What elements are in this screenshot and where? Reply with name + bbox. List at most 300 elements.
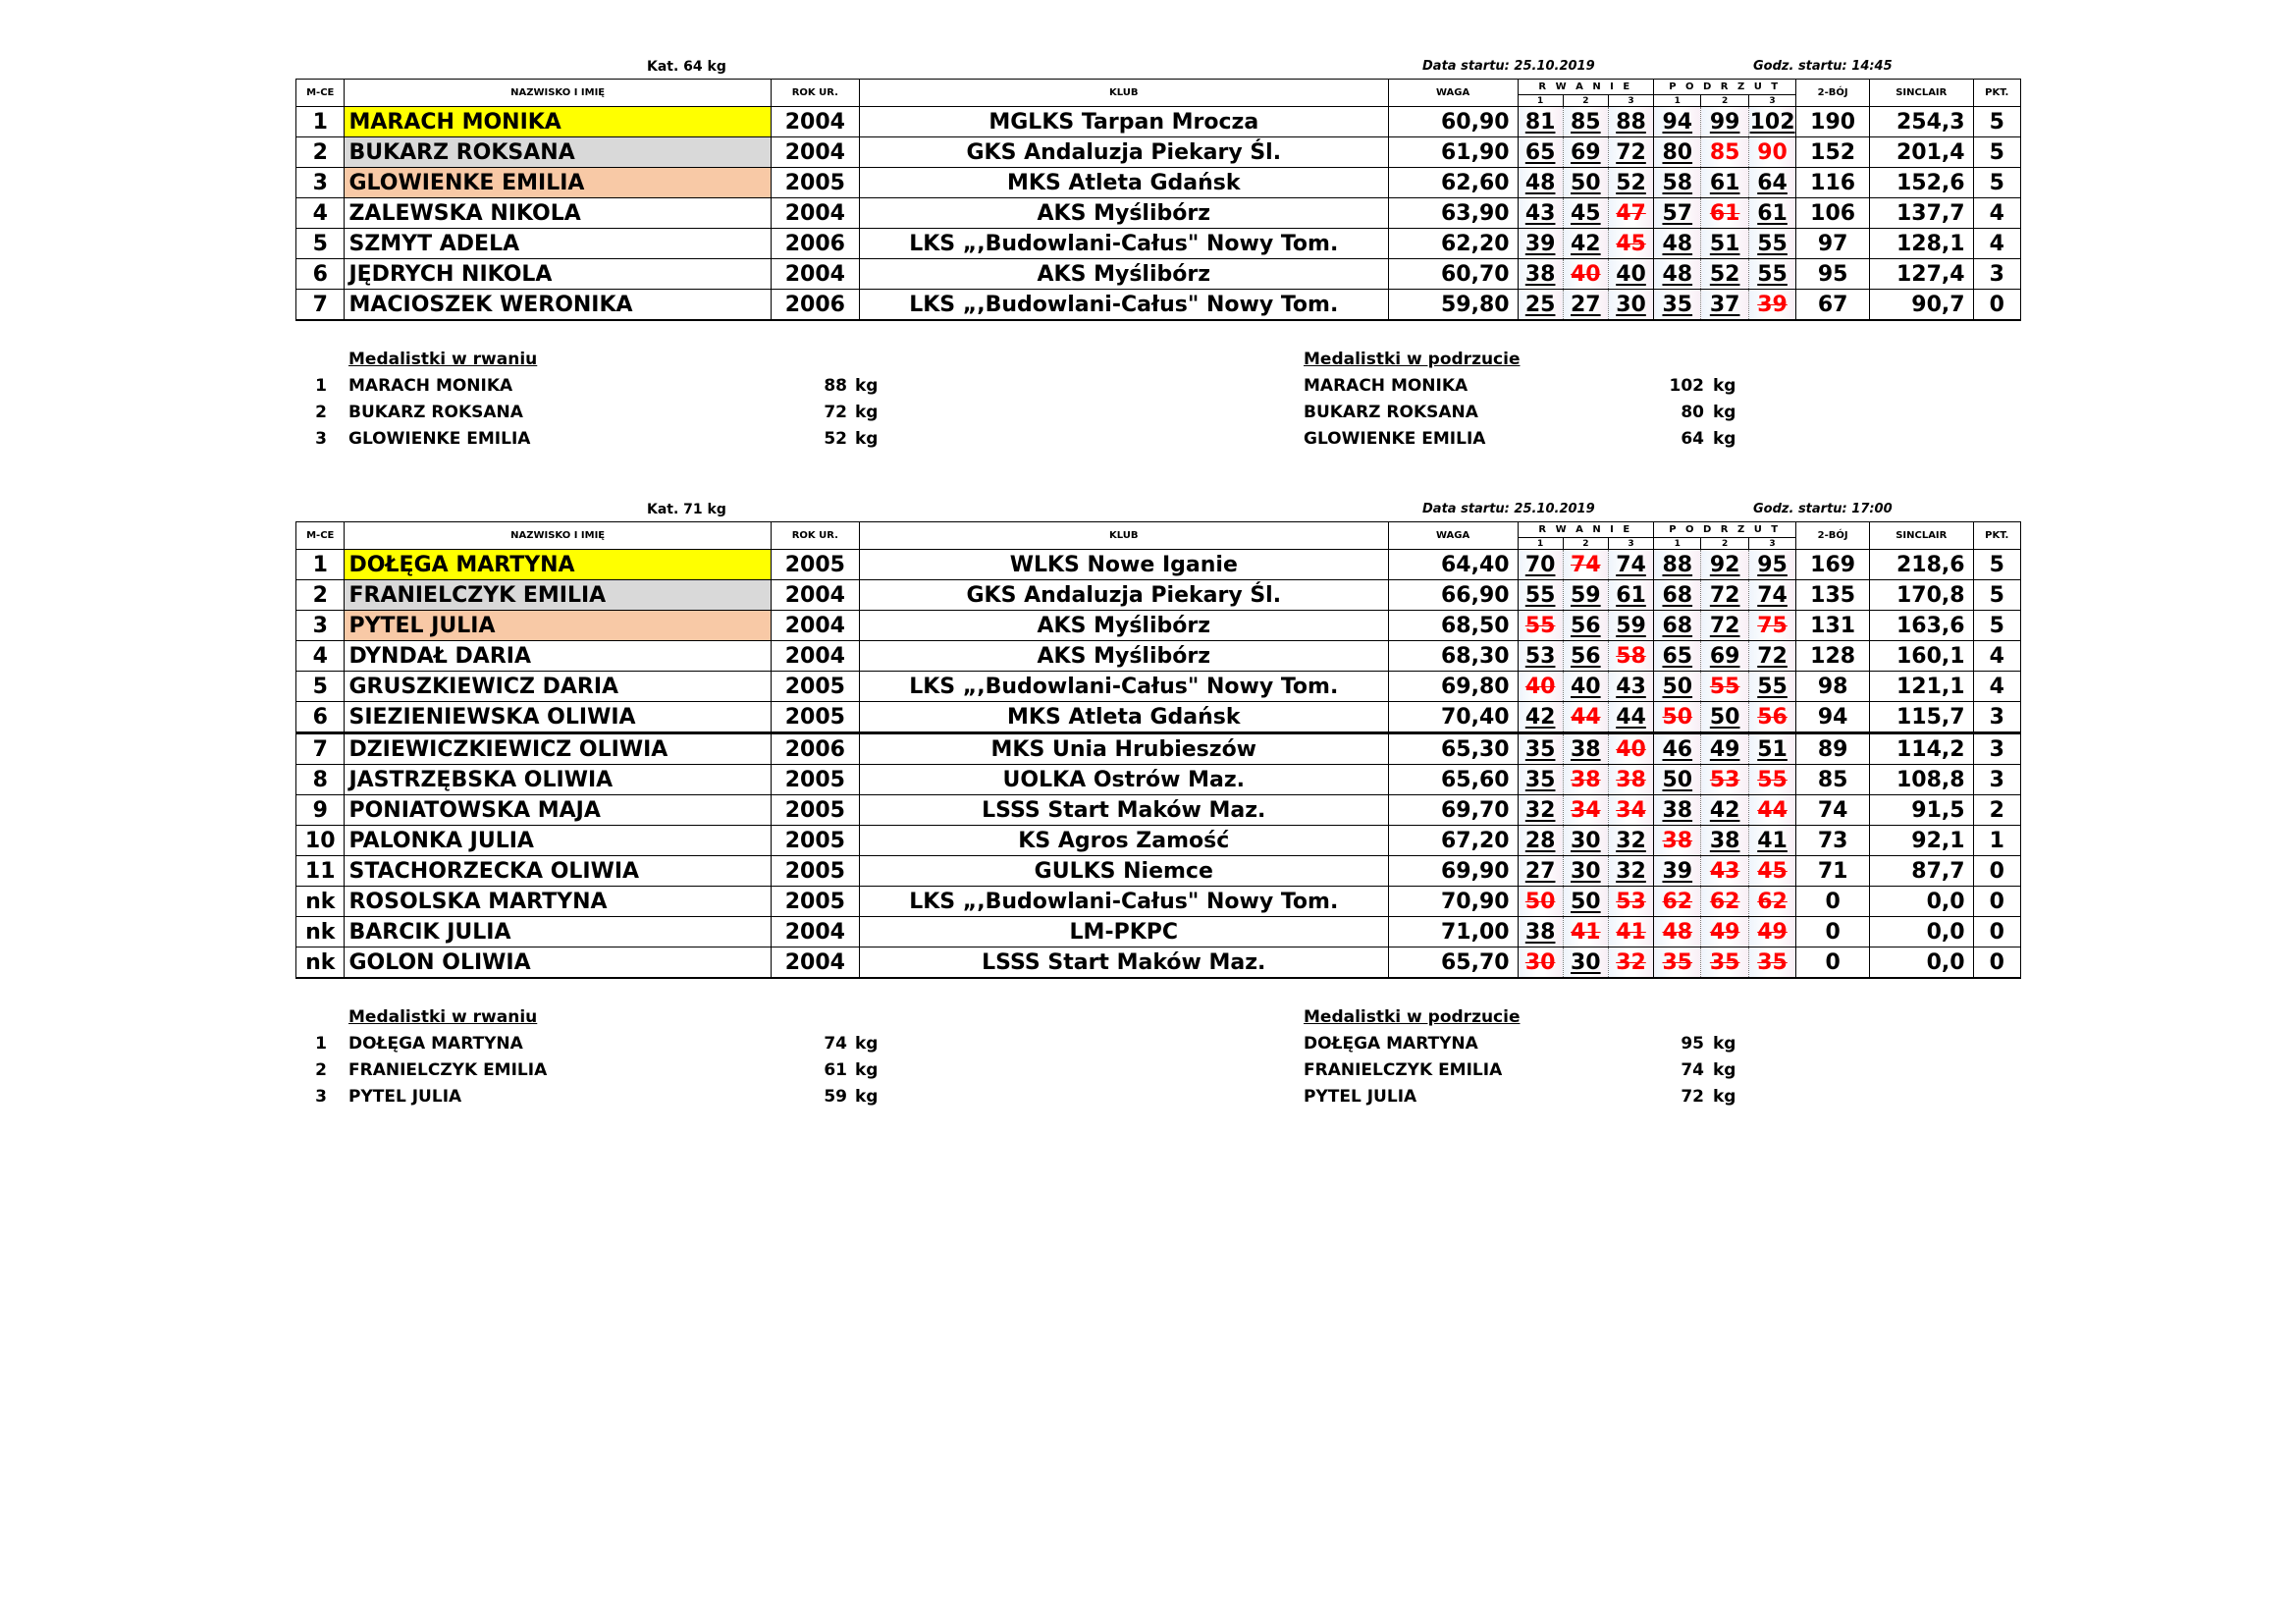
attempt-value: 35 xyxy=(1757,949,1788,975)
table-row xyxy=(296,550,2021,580)
clean-jerk-attempt-cell xyxy=(1748,947,1795,979)
clean-jerk-attempt-cell xyxy=(1654,795,1701,826)
snatch-attempt-cell xyxy=(1518,107,1563,137)
table-row xyxy=(296,259,2021,290)
clean-jerk-medalists-title: Medalistki w podrzucie xyxy=(1304,1007,1521,1027)
medalist-weight: 72 xyxy=(824,403,847,422)
attempt-value: 85 xyxy=(1571,109,1601,135)
bodyweight-cell: 69,80 xyxy=(1388,672,1518,702)
attempt-value: 49 xyxy=(1709,919,1740,945)
sinclair-cell: 0,0 xyxy=(1870,887,1974,917)
weight-unit: kg xyxy=(1713,429,1736,449)
attempt-value: 37 xyxy=(1709,292,1740,317)
attempt-value: 52 xyxy=(1616,170,1646,195)
medalists-section xyxy=(295,347,2021,449)
attempt-value: 38 xyxy=(1571,736,1601,762)
birth-year-cell: 2006 xyxy=(771,229,859,259)
total-cell: 73 xyxy=(1796,826,1870,856)
place-header: M-CE xyxy=(296,80,345,107)
birth-year-cell: 2005 xyxy=(771,887,859,917)
attempt-value: 32 xyxy=(1616,828,1646,853)
table-row xyxy=(296,137,2021,168)
attempt-value: 27 xyxy=(1571,292,1601,317)
attempt-value: 38 xyxy=(1571,767,1601,792)
clean-jerk-attempt-cell xyxy=(1748,550,1795,580)
weight-header: WAGA xyxy=(1388,522,1518,550)
club-cell: LKS „,Budowlani-Całus" Nowy Tom. xyxy=(859,290,1388,321)
bodyweight-cell: 70,90 xyxy=(1388,887,1518,917)
points-cell: 5 xyxy=(1973,580,2020,611)
snatch-attempt-cell xyxy=(1518,259,1563,290)
attempt-value: 30 xyxy=(1571,949,1601,975)
place-cell: 1 xyxy=(296,550,345,580)
attempt-value: 99 xyxy=(1709,109,1740,135)
attempt-number-header: 3 xyxy=(1608,538,1653,550)
table-row xyxy=(296,917,2021,947)
bodyweight-cell: 67,20 xyxy=(1388,826,1518,856)
attempt-value: 30 xyxy=(1571,828,1601,853)
sinclair-cell: 90,7 xyxy=(1870,290,1974,321)
attempt-value: 42 xyxy=(1571,231,1601,256)
sinclair-cell: 152,6 xyxy=(1870,168,1974,198)
attempt-value: 49 xyxy=(1709,736,1740,762)
place-cell: nk xyxy=(296,947,345,979)
attempt-value: 30 xyxy=(1616,292,1646,317)
clean-jerk-attempt-cell xyxy=(1701,641,1748,672)
bodyweight-cell: 62,60 xyxy=(1388,168,1518,198)
weight-unit: kg xyxy=(1713,403,1736,422)
attempt-value: 45 xyxy=(1757,858,1788,884)
attempt-value: 102 xyxy=(1749,109,1795,135)
snatch-attempt-cell xyxy=(1563,229,1608,259)
attempt-value: 50 xyxy=(1662,767,1693,792)
attempt-value: 55 xyxy=(1709,674,1740,699)
medalist-weight: 61 xyxy=(824,1060,847,1080)
attempt-number-header: 1 xyxy=(1654,538,1701,550)
medalist-name: BUKARZ ROKSANA xyxy=(348,403,523,422)
snatch-attempt-cell xyxy=(1608,795,1653,826)
snatch-attempt-cell xyxy=(1518,290,1563,321)
sinclair-cell: 0,0 xyxy=(1870,947,1974,979)
medalist-weight: 52 xyxy=(824,429,847,449)
place-cell: 1 xyxy=(296,107,345,137)
athlete-name-cell: GRUSZKIEWICZ DARIA xyxy=(345,672,771,702)
medal-position: 2 xyxy=(315,403,327,422)
attempt-value: 35 xyxy=(1524,767,1556,792)
attempt-value: 55 xyxy=(1524,582,1556,608)
bodyweight-cell: 65,30 xyxy=(1388,733,1518,765)
attempt-value: 53 xyxy=(1524,643,1556,669)
clean-jerk-attempt-cell xyxy=(1748,702,1795,733)
attempt-value: 53 xyxy=(1616,889,1646,914)
medalist-weight: 64 xyxy=(1681,429,1704,449)
snatch-attempt-cell xyxy=(1563,137,1608,168)
attempt-value: 92 xyxy=(1709,552,1740,577)
clean-jerk-attempt-cell xyxy=(1654,198,1701,229)
birth-year-cell: 2005 xyxy=(771,702,859,733)
athlete-name-cell: MARACH MONIKA xyxy=(345,107,771,137)
clean-jerk-attempt-cell xyxy=(1654,887,1701,917)
attempt-value: 41 xyxy=(1571,919,1601,945)
table-row xyxy=(296,107,2021,137)
total-cell: 89 xyxy=(1796,733,1870,765)
attempt-value: 48 xyxy=(1662,231,1693,256)
athlete-name-cell: DOŁĘGA MARTYNA xyxy=(345,550,771,580)
medalist-row xyxy=(295,1031,943,1057)
snatch-attempt-cell xyxy=(1608,198,1653,229)
place-cell: 6 xyxy=(296,702,345,733)
snatch-attempt-cell xyxy=(1563,702,1608,733)
weight-unit: kg xyxy=(1713,1087,1736,1107)
weight-unit: kg xyxy=(855,1087,879,1107)
total-cell: 74 xyxy=(1796,795,1870,826)
medal-position: 3 xyxy=(315,1087,327,1107)
total-cell: 98 xyxy=(1796,672,1870,702)
place-cell: 4 xyxy=(296,198,345,229)
attempt-value: 39 xyxy=(1524,231,1556,256)
total-cell: 106 xyxy=(1796,198,1870,229)
attempt-value: 40 xyxy=(1571,261,1601,287)
athlete-name-cell: GOLON OLIWIA xyxy=(345,947,771,979)
athlete-name-cell: DYNDAŁ DARIA xyxy=(345,641,771,672)
birth-year-cell: 2004 xyxy=(771,947,859,979)
sinclair-cell: 92,1 xyxy=(1870,826,1974,856)
club-cell: AKS Myślibórz xyxy=(859,611,1388,641)
snatch-attempt-cell xyxy=(1563,641,1608,672)
sinclair-header: SINCLAIR xyxy=(1870,522,1974,550)
snatch-attempt-cell xyxy=(1563,611,1608,641)
snatch-attempt-cell xyxy=(1563,765,1608,795)
attempt-number-header: 2 xyxy=(1563,538,1608,550)
attempt-value: 38 xyxy=(1662,828,1693,853)
points-cell: 3 xyxy=(1973,702,2020,733)
place-cell: 2 xyxy=(296,137,345,168)
medalist-weight: 95 xyxy=(1681,1034,1704,1054)
clean-jerk-attempt-cell xyxy=(1748,107,1795,137)
attempt-value: 57 xyxy=(1662,200,1693,226)
bodyweight-cell: 62,20 xyxy=(1388,229,1518,259)
medalist-row xyxy=(1304,1031,1794,1057)
medalist-name: DOŁĘGA MARTYNA xyxy=(1304,1034,1478,1054)
attempt-value: 44 xyxy=(1616,704,1646,730)
place-cell: 4 xyxy=(296,641,345,672)
medalist-row xyxy=(295,426,943,453)
attempt-value: 50 xyxy=(1524,889,1556,914)
total-header: 2-BÓJ xyxy=(1796,522,1870,550)
clean-jerk-attempt-cell xyxy=(1701,580,1748,611)
snatch-attempt-cell xyxy=(1563,856,1608,887)
medalist-weight: 102 xyxy=(1669,376,1704,396)
attempt-value: 35 xyxy=(1524,736,1556,762)
bodyweight-cell: 64,40 xyxy=(1388,550,1518,580)
medalist-name: BUKARZ ROKSANA xyxy=(1304,403,1478,422)
points-cell: 5 xyxy=(1973,107,2020,137)
attempt-number-header: 2 xyxy=(1701,538,1748,550)
birth-year-cell: 2006 xyxy=(771,733,859,765)
attempt-value: 44 xyxy=(1571,704,1601,730)
attempt-value: 69 xyxy=(1571,139,1601,165)
attempt-value: 50 xyxy=(1571,889,1601,914)
attempt-value: 72 xyxy=(1757,643,1788,669)
birth-year-cell: 2005 xyxy=(771,795,859,826)
points-cell: 0 xyxy=(1973,947,2020,979)
attempt-value: 69 xyxy=(1709,643,1740,669)
points-header: PKT. xyxy=(1973,80,2020,107)
bodyweight-cell: 60,70 xyxy=(1388,259,1518,290)
club-cell: AKS Myślibórz xyxy=(859,641,1388,672)
total-cell: 152 xyxy=(1796,137,1870,168)
clean-jerk-attempt-cell xyxy=(1701,198,1748,229)
sinclair-header: SINCLAIR xyxy=(1870,80,1974,107)
clean-jerk-attempt-cell xyxy=(1701,947,1748,979)
sinclair-cell: 91,5 xyxy=(1870,795,1974,826)
club-cell: AKS Myślibórz xyxy=(859,259,1388,290)
total-cell: 116 xyxy=(1796,168,1870,198)
table-row xyxy=(296,168,2021,198)
clean-jerk-attempt-cell xyxy=(1654,672,1701,702)
attempt-value: 35 xyxy=(1662,292,1693,317)
attempt-value: 46 xyxy=(1662,736,1693,762)
athlete-name-cell: DZIEWICZKIEWICZ OLIWIA xyxy=(345,733,771,765)
athlete-name-cell: SZMYT ADELA xyxy=(345,229,771,259)
snatch-attempt-cell xyxy=(1608,917,1653,947)
sinclair-cell: 254,3 xyxy=(1870,107,1974,137)
place-cell: nk xyxy=(296,917,345,947)
athlete-name-cell: STACHORZECKA OLIWIA xyxy=(345,856,771,887)
clean-jerk-attempt-cell xyxy=(1748,733,1795,765)
sinclair-cell: 0,0 xyxy=(1870,917,1974,947)
clean-jerk-attempt-cell xyxy=(1654,229,1701,259)
table-body xyxy=(296,107,2021,321)
clean-jerk-attempt-cell xyxy=(1748,641,1795,672)
athlete-name-cell: BUKARZ ROKSANA xyxy=(345,137,771,168)
clean-jerk-attempt-cell xyxy=(1654,765,1701,795)
clean-jerk-attempt-cell xyxy=(1701,826,1748,856)
attempt-value: 65 xyxy=(1662,643,1693,669)
attempt-value: 74 xyxy=(1616,552,1646,577)
medalist-row xyxy=(1304,1057,1794,1084)
athlete-name-cell: GLOWIENKE EMILIA xyxy=(345,168,771,198)
weight-unit: kg xyxy=(1713,1034,1736,1054)
table-row xyxy=(296,580,2021,611)
medalist-row xyxy=(1304,1084,1794,1110)
category-header xyxy=(295,57,2021,79)
attempt-value: 55 xyxy=(1757,231,1788,256)
club-cell: GKS Andaluzja Piekary Śl. xyxy=(859,580,1388,611)
table-row xyxy=(296,947,2021,979)
snatch-attempt-cell xyxy=(1608,168,1653,198)
medalist-weight: 72 xyxy=(1681,1087,1704,1107)
attempt-value: 43 xyxy=(1709,858,1740,884)
attempt-value: 55 xyxy=(1757,674,1788,699)
total-cell: 190 xyxy=(1796,107,1870,137)
clean-jerk-attempt-cell xyxy=(1701,733,1748,765)
attempt-value: 34 xyxy=(1571,797,1601,823)
sinclair-cell: 160,1 xyxy=(1870,641,1974,672)
birth-year-cell: 2005 xyxy=(771,550,859,580)
birth-year-cell: 2004 xyxy=(771,611,859,641)
snatch-attempt-cell xyxy=(1518,580,1563,611)
points-cell: 1 xyxy=(1973,826,2020,856)
attempt-value: 42 xyxy=(1524,704,1556,730)
snatch-header: R W A N I E xyxy=(1518,522,1654,538)
medalists-section xyxy=(295,1004,2021,1107)
attempt-value: 47 xyxy=(1616,200,1646,226)
clean-jerk-attempt-cell xyxy=(1748,856,1795,887)
points-cell: 3 xyxy=(1973,765,2020,795)
attempt-value: 30 xyxy=(1524,949,1556,975)
snatch-attempt-cell xyxy=(1563,826,1608,856)
medalist-name: FRANIELCZYK EMILIA xyxy=(1304,1060,1503,1080)
points-cell: 0 xyxy=(1973,290,2020,321)
weight-unit: kg xyxy=(855,1060,879,1080)
points-cell: 2 xyxy=(1973,795,2020,826)
attempt-value: 35 xyxy=(1662,949,1693,975)
medal-position: 2 xyxy=(315,1060,327,1080)
athlete-name-cell: ROSOLSKA MARTYNA xyxy=(345,887,771,917)
athlete-name-cell: PALONKA JULIA xyxy=(345,826,771,856)
athlete-name-cell: BARCIK JULIA xyxy=(345,917,771,947)
attempt-value: 28 xyxy=(1524,828,1556,853)
snatch-attempt-cell xyxy=(1608,580,1653,611)
snatch-attempt-cell xyxy=(1563,947,1608,979)
snatch-attempt-cell xyxy=(1518,611,1563,641)
snatch-medalists-title: Medalistki w rwaniu xyxy=(348,350,538,369)
clean-jerk-attempt-cell xyxy=(1654,947,1701,979)
results-table xyxy=(295,521,2021,979)
attempt-value: 56 xyxy=(1571,613,1601,638)
table-row xyxy=(296,795,2021,826)
attempt-value: 55 xyxy=(1757,261,1788,287)
birth-year-cell: 2005 xyxy=(771,856,859,887)
birth-year-cell: 2004 xyxy=(771,137,859,168)
table-row xyxy=(296,887,2021,917)
bodyweight-cell: 60,90 xyxy=(1388,107,1518,137)
points-cell: 3 xyxy=(1973,733,2020,765)
clean-jerk-attempt-cell xyxy=(1701,702,1748,733)
sinclair-cell: 115,7 xyxy=(1870,702,1974,733)
medalist-row xyxy=(295,373,943,400)
total-cell: 85 xyxy=(1796,765,1870,795)
header-row xyxy=(296,80,2021,95)
medal-position: 1 xyxy=(315,376,327,396)
weight-unit: kg xyxy=(855,403,879,422)
start-time: Godz. startu: 17:00 xyxy=(1753,502,1893,516)
medalist-row xyxy=(1304,400,1794,426)
medalist-name: FRANIELCZYK EMILIA xyxy=(348,1060,548,1080)
table-header xyxy=(296,522,2021,550)
total-cell: 0 xyxy=(1796,887,1870,917)
clean-jerk-attempt-cell xyxy=(1654,702,1701,733)
medalist-row xyxy=(1304,426,1794,453)
athlete-name-cell: PYTEL JULIA xyxy=(345,611,771,641)
bodyweight-cell: 68,30 xyxy=(1388,641,1518,672)
attempt-value: 68 xyxy=(1662,582,1693,608)
club-cell: MKS Unia Hrubieszów xyxy=(859,733,1388,765)
points-cell: 4 xyxy=(1973,672,2020,702)
total-cell: 128 xyxy=(1796,641,1870,672)
name-header: NAZWISKO I IMIĘ xyxy=(345,522,771,550)
born-header: ROK UR. xyxy=(771,522,859,550)
place-cell: 5 xyxy=(296,672,345,702)
clean-jerk-medalists xyxy=(1304,347,1794,453)
place-cell: 2 xyxy=(296,580,345,611)
snatch-header: R W A N I E xyxy=(1518,80,1654,95)
clean-jerk-attempt-cell xyxy=(1748,826,1795,856)
attempt-number-header: 1 xyxy=(1518,538,1563,550)
bodyweight-cell: 69,90 xyxy=(1388,856,1518,887)
medalist-weight: 59 xyxy=(824,1087,847,1107)
snatch-medalists xyxy=(295,1004,943,1110)
attempt-value: 88 xyxy=(1616,109,1646,135)
attempt-value: 88 xyxy=(1662,552,1693,577)
bodyweight-cell: 71,00 xyxy=(1388,917,1518,947)
clean-jerk-attempt-cell xyxy=(1701,259,1748,290)
total-cell: 95 xyxy=(1796,259,1870,290)
attempt-value: 55 xyxy=(1757,767,1788,792)
athlete-name-cell: JASTRZĘBSKA OLIWIA xyxy=(345,765,771,795)
points-header: PKT. xyxy=(1973,522,2020,550)
snatch-attempt-cell xyxy=(1518,826,1563,856)
attempt-value: 65 xyxy=(1524,139,1556,165)
total-cell: 0 xyxy=(1796,917,1870,947)
attempt-value: 72 xyxy=(1709,582,1740,608)
table-row xyxy=(296,611,2021,641)
attempt-value: 27 xyxy=(1524,858,1556,884)
attempt-number-header: 3 xyxy=(1608,95,1653,107)
place-cell: 7 xyxy=(296,733,345,765)
total-cell: 131 xyxy=(1796,611,1870,641)
category-header xyxy=(295,500,2021,521)
medalist-row xyxy=(295,400,943,426)
snatch-attempt-cell xyxy=(1608,826,1653,856)
club-cell: LSSS Start Maków Maz. xyxy=(859,795,1388,826)
attempt-value: 40 xyxy=(1571,674,1601,699)
snatch-attempt-cell xyxy=(1563,917,1608,947)
attempt-value: 34 xyxy=(1616,797,1646,823)
snatch-attempt-cell xyxy=(1608,856,1653,887)
sinclair-cell: 114,2 xyxy=(1870,733,1974,765)
club-cell: MKS Atleta Gdańsk xyxy=(859,702,1388,733)
attempt-value: 50 xyxy=(1662,674,1693,699)
clean-jerk-attempt-cell xyxy=(1701,795,1748,826)
attempt-value: 48 xyxy=(1524,170,1556,195)
snatch-attempt-cell xyxy=(1518,641,1563,672)
place-cell: 10 xyxy=(296,826,345,856)
table-row xyxy=(296,641,2021,672)
total-cell: 71 xyxy=(1796,856,1870,887)
snatch-attempt-cell xyxy=(1563,733,1608,765)
snatch-attempt-cell xyxy=(1608,641,1653,672)
attempt-value: 55 xyxy=(1524,613,1556,638)
attempt-value: 56 xyxy=(1571,643,1601,669)
snatch-attempt-cell xyxy=(1563,259,1608,290)
attempt-value: 44 xyxy=(1757,797,1788,823)
place-cell: 9 xyxy=(296,795,345,826)
snatch-attempt-cell xyxy=(1608,611,1653,641)
clean-jerk-medalists xyxy=(1304,1004,1794,1110)
attempt-value: 39 xyxy=(1662,858,1693,884)
table-row xyxy=(296,765,2021,795)
club-cell: LKS „,Budowlani-Całus" Nowy Tom. xyxy=(859,672,1388,702)
table-row xyxy=(296,290,2021,321)
attempt-number-header: 2 xyxy=(1701,95,1748,107)
clean-jerk-attempt-cell xyxy=(1701,887,1748,917)
snatch-attempt-cell xyxy=(1518,765,1563,795)
place-cell: 5 xyxy=(296,229,345,259)
attempt-value: 41 xyxy=(1616,919,1646,945)
club-cell: LKS „,Budowlani-Całus" Nowy Tom. xyxy=(859,887,1388,917)
